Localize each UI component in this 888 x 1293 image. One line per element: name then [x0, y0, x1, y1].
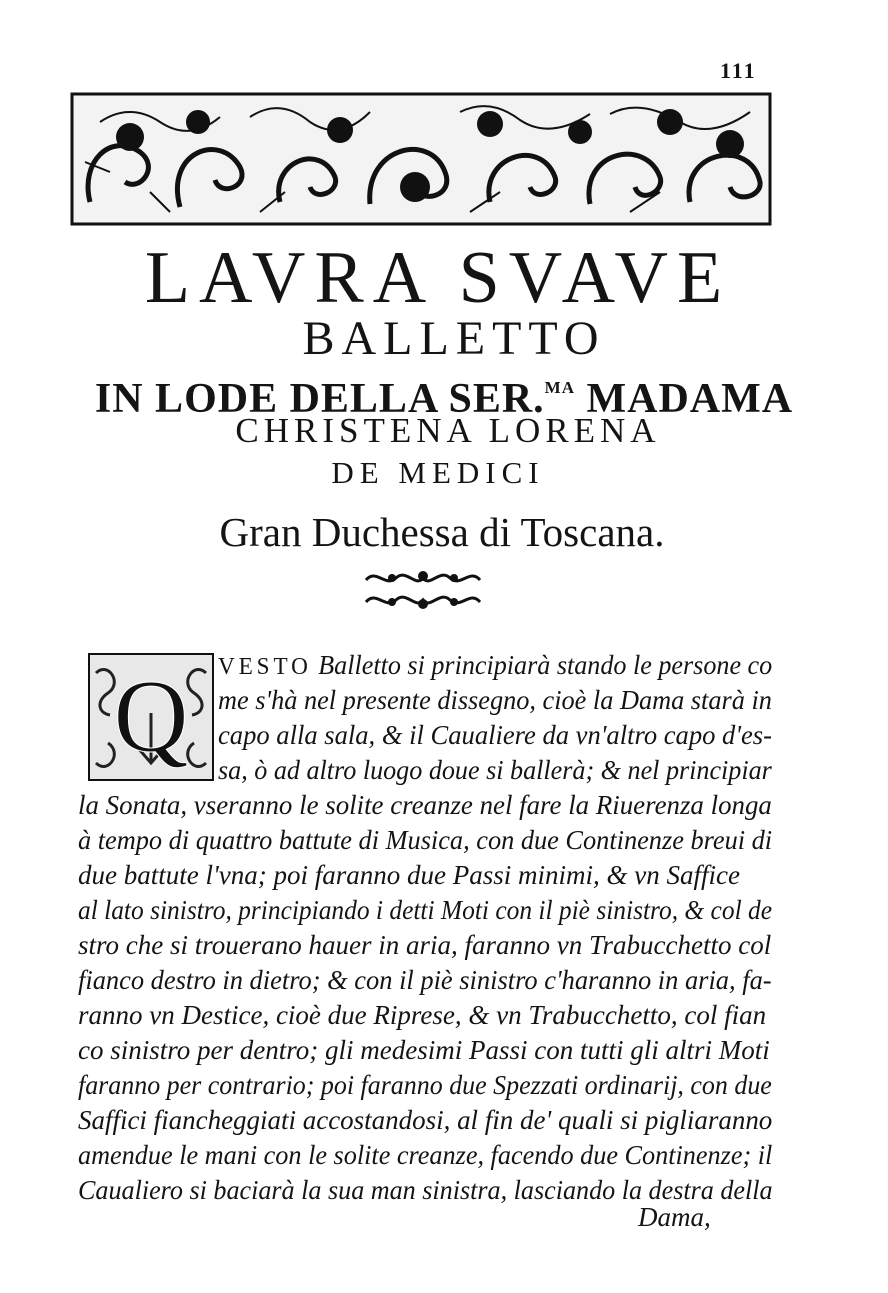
page-number: 111 [720, 58, 757, 83]
title-line-4: CHRISTENA LORENA [235, 411, 661, 450]
title-line-3-pre: IN LODE DELLA SER. [94, 376, 545, 422]
title-line-1: LAVRA SVAVE [144, 237, 732, 319]
text-line-1 [218, 648, 772, 684]
text-line-14: Saffici fiancheggiati accostandosi, al fin de' quali si pigliaranno [78, 1105, 773, 1135]
text-line-5: la Sonata, vseranno le solite creanze nel fare la Riuerenza longa [78, 790, 772, 820]
text-line-6: à tempo di quattro battute di Musica, con due Continenze breui di [78, 825, 773, 855]
title-line-6: Gran Duchessa di Toscana. [219, 509, 665, 555]
text-line-11: ranno vn Destice, cioè due Riprese, & vn Trabucchetto, col fian [78, 1000, 767, 1030]
text-line-16: Caualiero si baciarà la sua man sinistra, lasciando la destra della [78, 1175, 773, 1205]
text-line-9: stro che si trouerano hauer in aria, faranno vn Trabucchetto col [78, 930, 772, 960]
text-line-10: fianco destro in dietro; & con il piè sinistro c'haranno in aria, fa- [78, 965, 772, 995]
title-line-2: BALLETTO [302, 312, 606, 365]
drop-cap-letter: Q [113, 659, 189, 774]
text-line-13: faranno per contrario; poi faranno due Spezzati ordinarij, con due [78, 1070, 772, 1100]
catchword: Dama, [638, 1202, 711, 1232]
text-line-12: co sinistro per dentro; gli medesimi Passi con tutti gli altri Moti [78, 1035, 770, 1065]
title-line-5: DE MEDICI [331, 455, 545, 490]
text-line-2: me s'hà nel presente dissegno, cioè la Dama starà in [218, 685, 772, 715]
text-line-8: al lato sinistro, principiando i detti Moti con il piè sinistro, & col de [78, 895, 773, 925]
text-line-3: capo alla sala, & il Caualiere da vn'altro capo d'es- [218, 720, 772, 750]
title-line-3-superscript: MA [544, 378, 575, 397]
text-line-7: due battute l'vna; poi faranno due Passi minimi, & vn Saffice [78, 860, 740, 890]
text-line-4: sa, ò ad altro luogo doue si ballerà; & nel principiar [218, 755, 772, 785]
title-line-3-post: MADAMA [575, 376, 794, 422]
text-line-1-content: Balletto si principiarà stando le persone co [311, 650, 773, 680]
text-line-15: amendue le mani con le solite creanze, facendo due Continenze; il [78, 1140, 773, 1170]
first-word-rest: VESTO [218, 654, 312, 680]
